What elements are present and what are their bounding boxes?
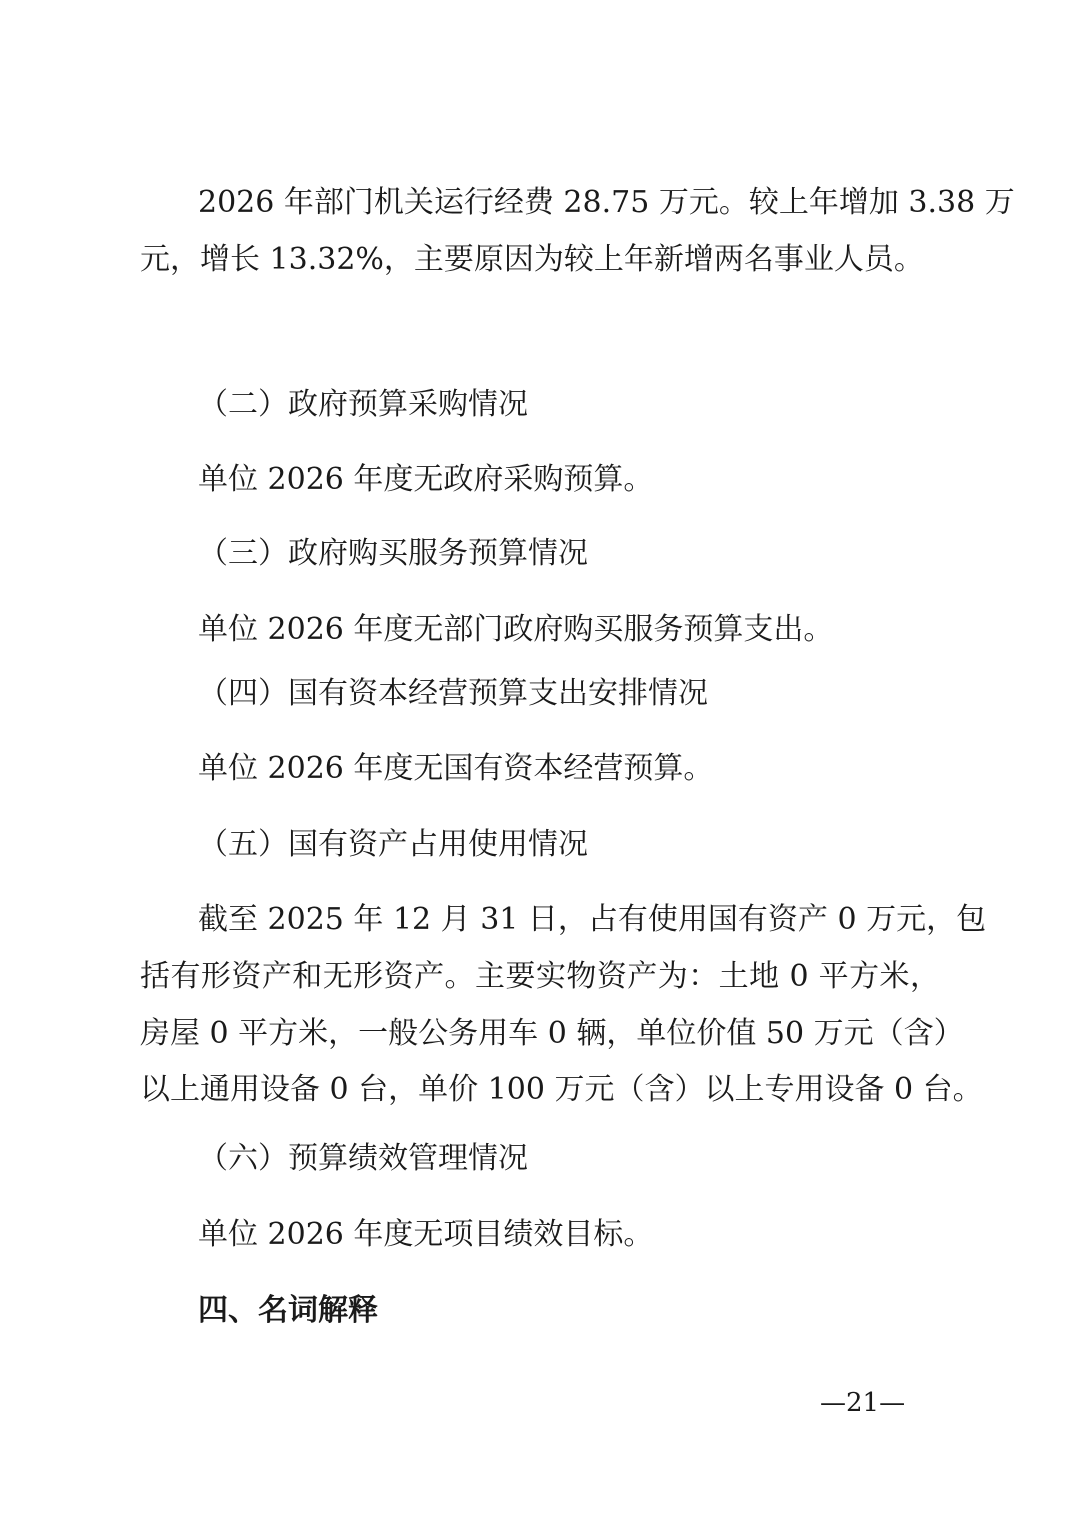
s4-heading: （四）国有资本经营预算支出安排情况 — [198, 676, 708, 711]
page-number: —21— — [820, 1388, 906, 1418]
section4-heading: 四、名词解释 — [198, 1293, 378, 1328]
s5-line3: 房屋 0 平方米，一般公务用车 0 辆，单位价值 50 万元（含） — [140, 1016, 964, 1051]
s6-text: 单位 2026 年度无项目绩效目标。 — [198, 1217, 654, 1252]
s2-heading: （二）政府预算采购情况 — [198, 387, 528, 422]
s3-heading: （三）政府购买服务预算情况 — [198, 536, 588, 571]
p1-line2: 元，增长 13.32%，主要原因为较上年新增两名事业人员。 — [140, 242, 924, 277]
p1-line1: 2026 年部门机关运行经费 28.75 万元。较上年增加 3.38 万 — [198, 185, 1015, 220]
s2-text: 单位 2026 年度无政府采购预算。 — [198, 462, 654, 497]
s5-heading: （五）国有资产占用使用情况 — [198, 827, 588, 862]
s5-line4: 以上通用设备 0 台，单价 100 万元（含）以上专用设备 0 台。 — [140, 1072, 983, 1107]
s6-heading: （六）预算绩效管理情况 — [198, 1141, 528, 1176]
s5-line1: 截至 2025 年 12 月 31 日，占有使用国有资产 0 万元，包 — [198, 902, 987, 937]
s5-line2: 括有形资产和无形资产。主要实物资产为：土地 0 平方米， — [140, 959, 940, 994]
s4-text: 单位 2026 年度无国有资本经营预算。 — [198, 751, 714, 786]
s3-text: 单位 2026 年度无部门政府购买服务预算支出。 — [198, 612, 834, 647]
